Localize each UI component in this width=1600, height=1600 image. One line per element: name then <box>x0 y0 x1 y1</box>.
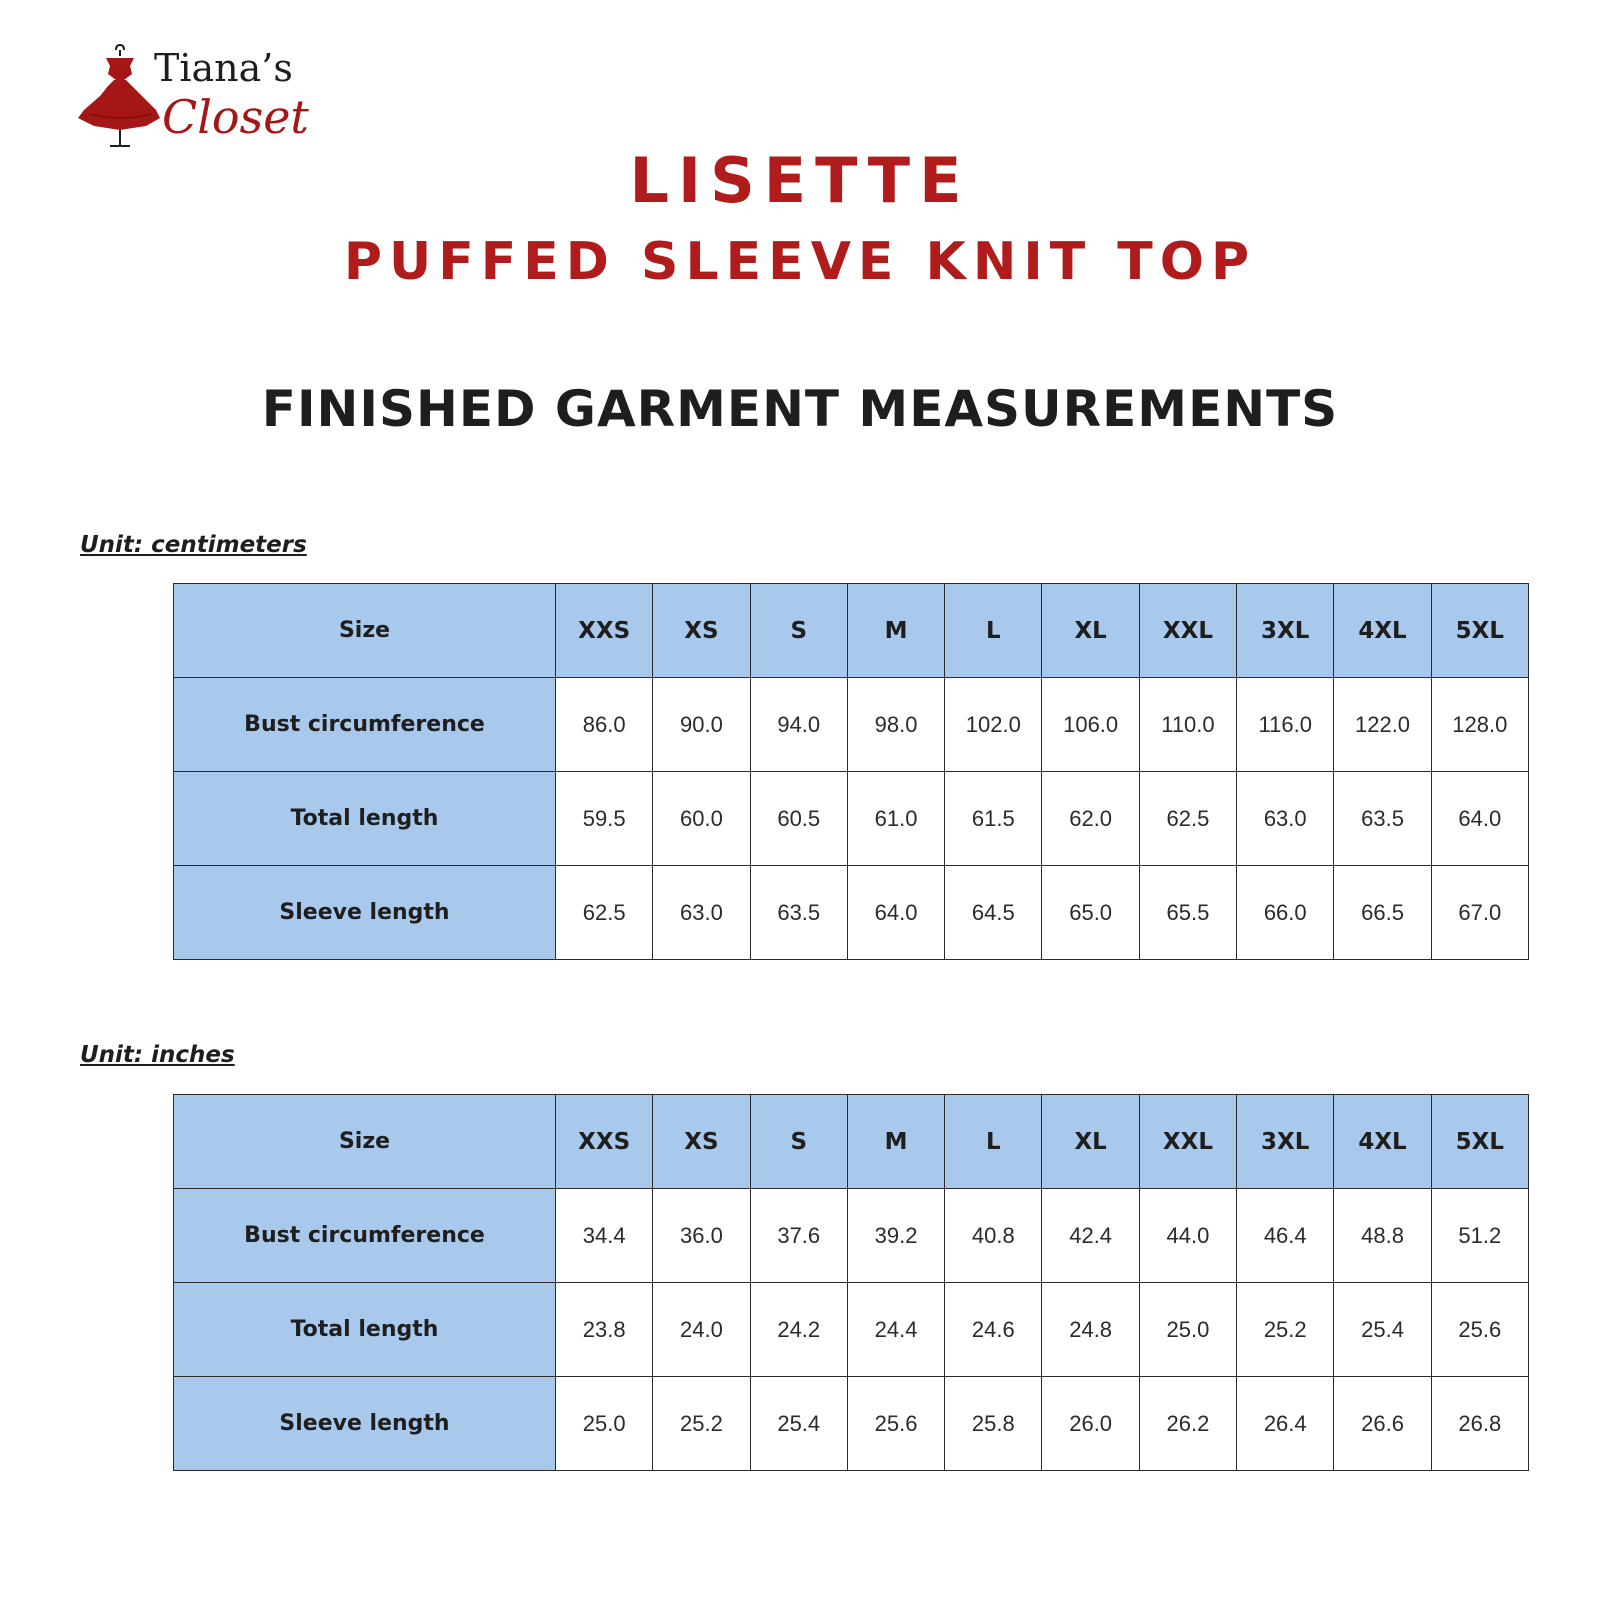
measurement-cell: 64.0 <box>847 866 944 960</box>
measurement-cell: 24.2 <box>750 1283 847 1377</box>
table-row <box>174 1377 1529 1471</box>
measurement-cell: 25.6 <box>1431 1283 1528 1377</box>
measurement-cell: 67.0 <box>1431 866 1528 960</box>
measurement-cell: 62.5 <box>556 866 653 960</box>
measurement-cell: 102.0 <box>945 678 1042 772</box>
size-header-cell: S <box>750 1095 847 1189</box>
measurement-cell: 24.8 <box>1042 1283 1139 1377</box>
measurement-cell: 60.0 <box>653 772 750 866</box>
measurement-cell: 26.0 <box>1042 1377 1139 1471</box>
section-title: FINISHED GARMENT MEASUREMENTS <box>261 380 1339 438</box>
size-header-cell: M <box>847 584 944 678</box>
size-header-cell: XXS <box>556 1095 653 1189</box>
measurement-cell: 25.4 <box>750 1377 847 1471</box>
measurement-cell: 39.2 <box>847 1189 944 1283</box>
size-label-cell: Size <box>174 1095 556 1189</box>
size-header-cell: S <box>750 584 847 678</box>
measurement-cell: 62.5 <box>1139 772 1236 866</box>
measurement-cell: 24.6 <box>945 1283 1042 1377</box>
size-header-cell: XL <box>1042 1095 1139 1189</box>
measurement-cell: 23.8 <box>556 1283 653 1377</box>
measurement-cell: 26.4 <box>1237 1377 1334 1471</box>
size-header-cell: L <box>945 584 1042 678</box>
size-header-cell: XS <box>653 1095 750 1189</box>
measurement-cell: 66.0 <box>1237 866 1334 960</box>
size-header-row <box>174 1095 1529 1189</box>
measurement-cell: 128.0 <box>1431 678 1528 772</box>
row-label-cell: Sleeve length <box>174 866 556 960</box>
brand-logo <box>76 44 316 154</box>
measurement-cell: 44.0 <box>1139 1189 1236 1283</box>
measurement-cell: 40.8 <box>945 1189 1042 1283</box>
size-label-cell: Size <box>174 584 556 678</box>
measurement-cell: 63.0 <box>653 866 750 960</box>
measurement-cell: 25.0 <box>556 1377 653 1471</box>
measurement-cell: 36.0 <box>653 1189 750 1283</box>
unit-label-inches: Unit: inches <box>80 1042 235 1068</box>
table-row <box>174 1283 1529 1377</box>
size-header-row <box>174 584 1529 678</box>
measurement-cell: 64.5 <box>945 866 1042 960</box>
measurement-cell: 26.6 <box>1334 1377 1431 1471</box>
size-header-cell: L <box>945 1095 1042 1189</box>
measurement-cell: 25.2 <box>653 1377 750 1471</box>
measurement-cell: 63.0 <box>1237 772 1334 866</box>
measurement-cell: 63.5 <box>1334 772 1431 866</box>
measurement-cell: 37.6 <box>750 1189 847 1283</box>
size-header-cell: 5XL <box>1431 584 1528 678</box>
measurement-cell: 25.2 <box>1237 1283 1334 1377</box>
product-subtitle: PUFFED SLEEVE KNIT TOP <box>343 232 1257 292</box>
size-header-cell: XS <box>653 584 750 678</box>
size-header-cell: XXL <box>1139 1095 1236 1189</box>
size-header-cell: M <box>847 1095 944 1189</box>
measurement-cell: 62.0 <box>1042 772 1139 866</box>
brand-name-top: Tiana’s <box>154 46 293 90</box>
measurement-cell: 25.0 <box>1139 1283 1236 1377</box>
measurement-cell: 106.0 <box>1042 678 1139 772</box>
row-label-cell: Total length <box>174 772 556 866</box>
size-header-cell: XL <box>1042 584 1139 678</box>
measurement-cell: 65.5 <box>1139 866 1236 960</box>
measurement-cell: 48.8 <box>1334 1189 1431 1283</box>
measurement-cell: 34.4 <box>556 1189 653 1283</box>
measurement-cell: 110.0 <box>1139 678 1236 772</box>
table-row <box>174 772 1529 866</box>
measurement-cell: 26.2 <box>1139 1377 1236 1471</box>
measurement-cell: 94.0 <box>750 678 847 772</box>
measurement-cell: 65.0 <box>1042 866 1139 960</box>
size-header-cell: XXL <box>1139 584 1236 678</box>
size-header-cell: 4XL <box>1334 1095 1431 1189</box>
measurement-cell: 66.5 <box>1334 866 1431 960</box>
measurement-cell: 98.0 <box>847 678 944 772</box>
measurement-cell: 42.4 <box>1042 1189 1139 1283</box>
size-header-cell: XXS <box>556 584 653 678</box>
measurement-cell: 25.8 <box>945 1377 1042 1471</box>
measurement-cell: 24.0 <box>653 1283 750 1377</box>
table-row <box>174 678 1529 772</box>
row-label-cell: Bust circumference <box>174 1189 556 1283</box>
measurement-cell: 51.2 <box>1431 1189 1528 1283</box>
measurement-cell: 59.5 <box>556 772 653 866</box>
measurement-cell: 64.0 <box>1431 772 1528 866</box>
size-header-cell: 3XL <box>1237 584 1334 678</box>
brand-name-bottom: Closet <box>162 90 309 144</box>
table-row <box>174 1189 1529 1283</box>
row-label-cell: Total length <box>174 1283 556 1377</box>
measurement-cell: 25.6 <box>847 1377 944 1471</box>
measurement-cell: 61.0 <box>847 772 944 866</box>
measurement-cell: 60.5 <box>750 772 847 866</box>
measurement-cell: 63.5 <box>750 866 847 960</box>
measurement-cell: 24.4 <box>847 1283 944 1377</box>
size-header-cell: 4XL <box>1334 584 1431 678</box>
product-name: LISETTE <box>629 144 971 217</box>
size-header-cell: 3XL <box>1237 1095 1334 1189</box>
unit-label-centimeters: Unit: centimeters <box>80 532 307 558</box>
measurement-cell: 122.0 <box>1334 678 1431 772</box>
measurement-cell: 46.4 <box>1237 1189 1334 1283</box>
measurements-table-cm <box>173 583 1529 960</box>
measurement-cell: 90.0 <box>653 678 750 772</box>
row-label-cell: Sleeve length <box>174 1377 556 1471</box>
row-label-cell: Bust circumference <box>174 678 556 772</box>
measurement-cell: 116.0 <box>1237 678 1334 772</box>
measurement-cell: 25.4 <box>1334 1283 1431 1377</box>
measurement-cell: 61.5 <box>945 772 1042 866</box>
size-header-cell: 5XL <box>1431 1095 1528 1189</box>
measurements-table-inches <box>173 1094 1529 1471</box>
measurement-cell: 86.0 <box>556 678 653 772</box>
measurement-cell: 26.8 <box>1431 1377 1528 1471</box>
table-row <box>174 866 1529 960</box>
